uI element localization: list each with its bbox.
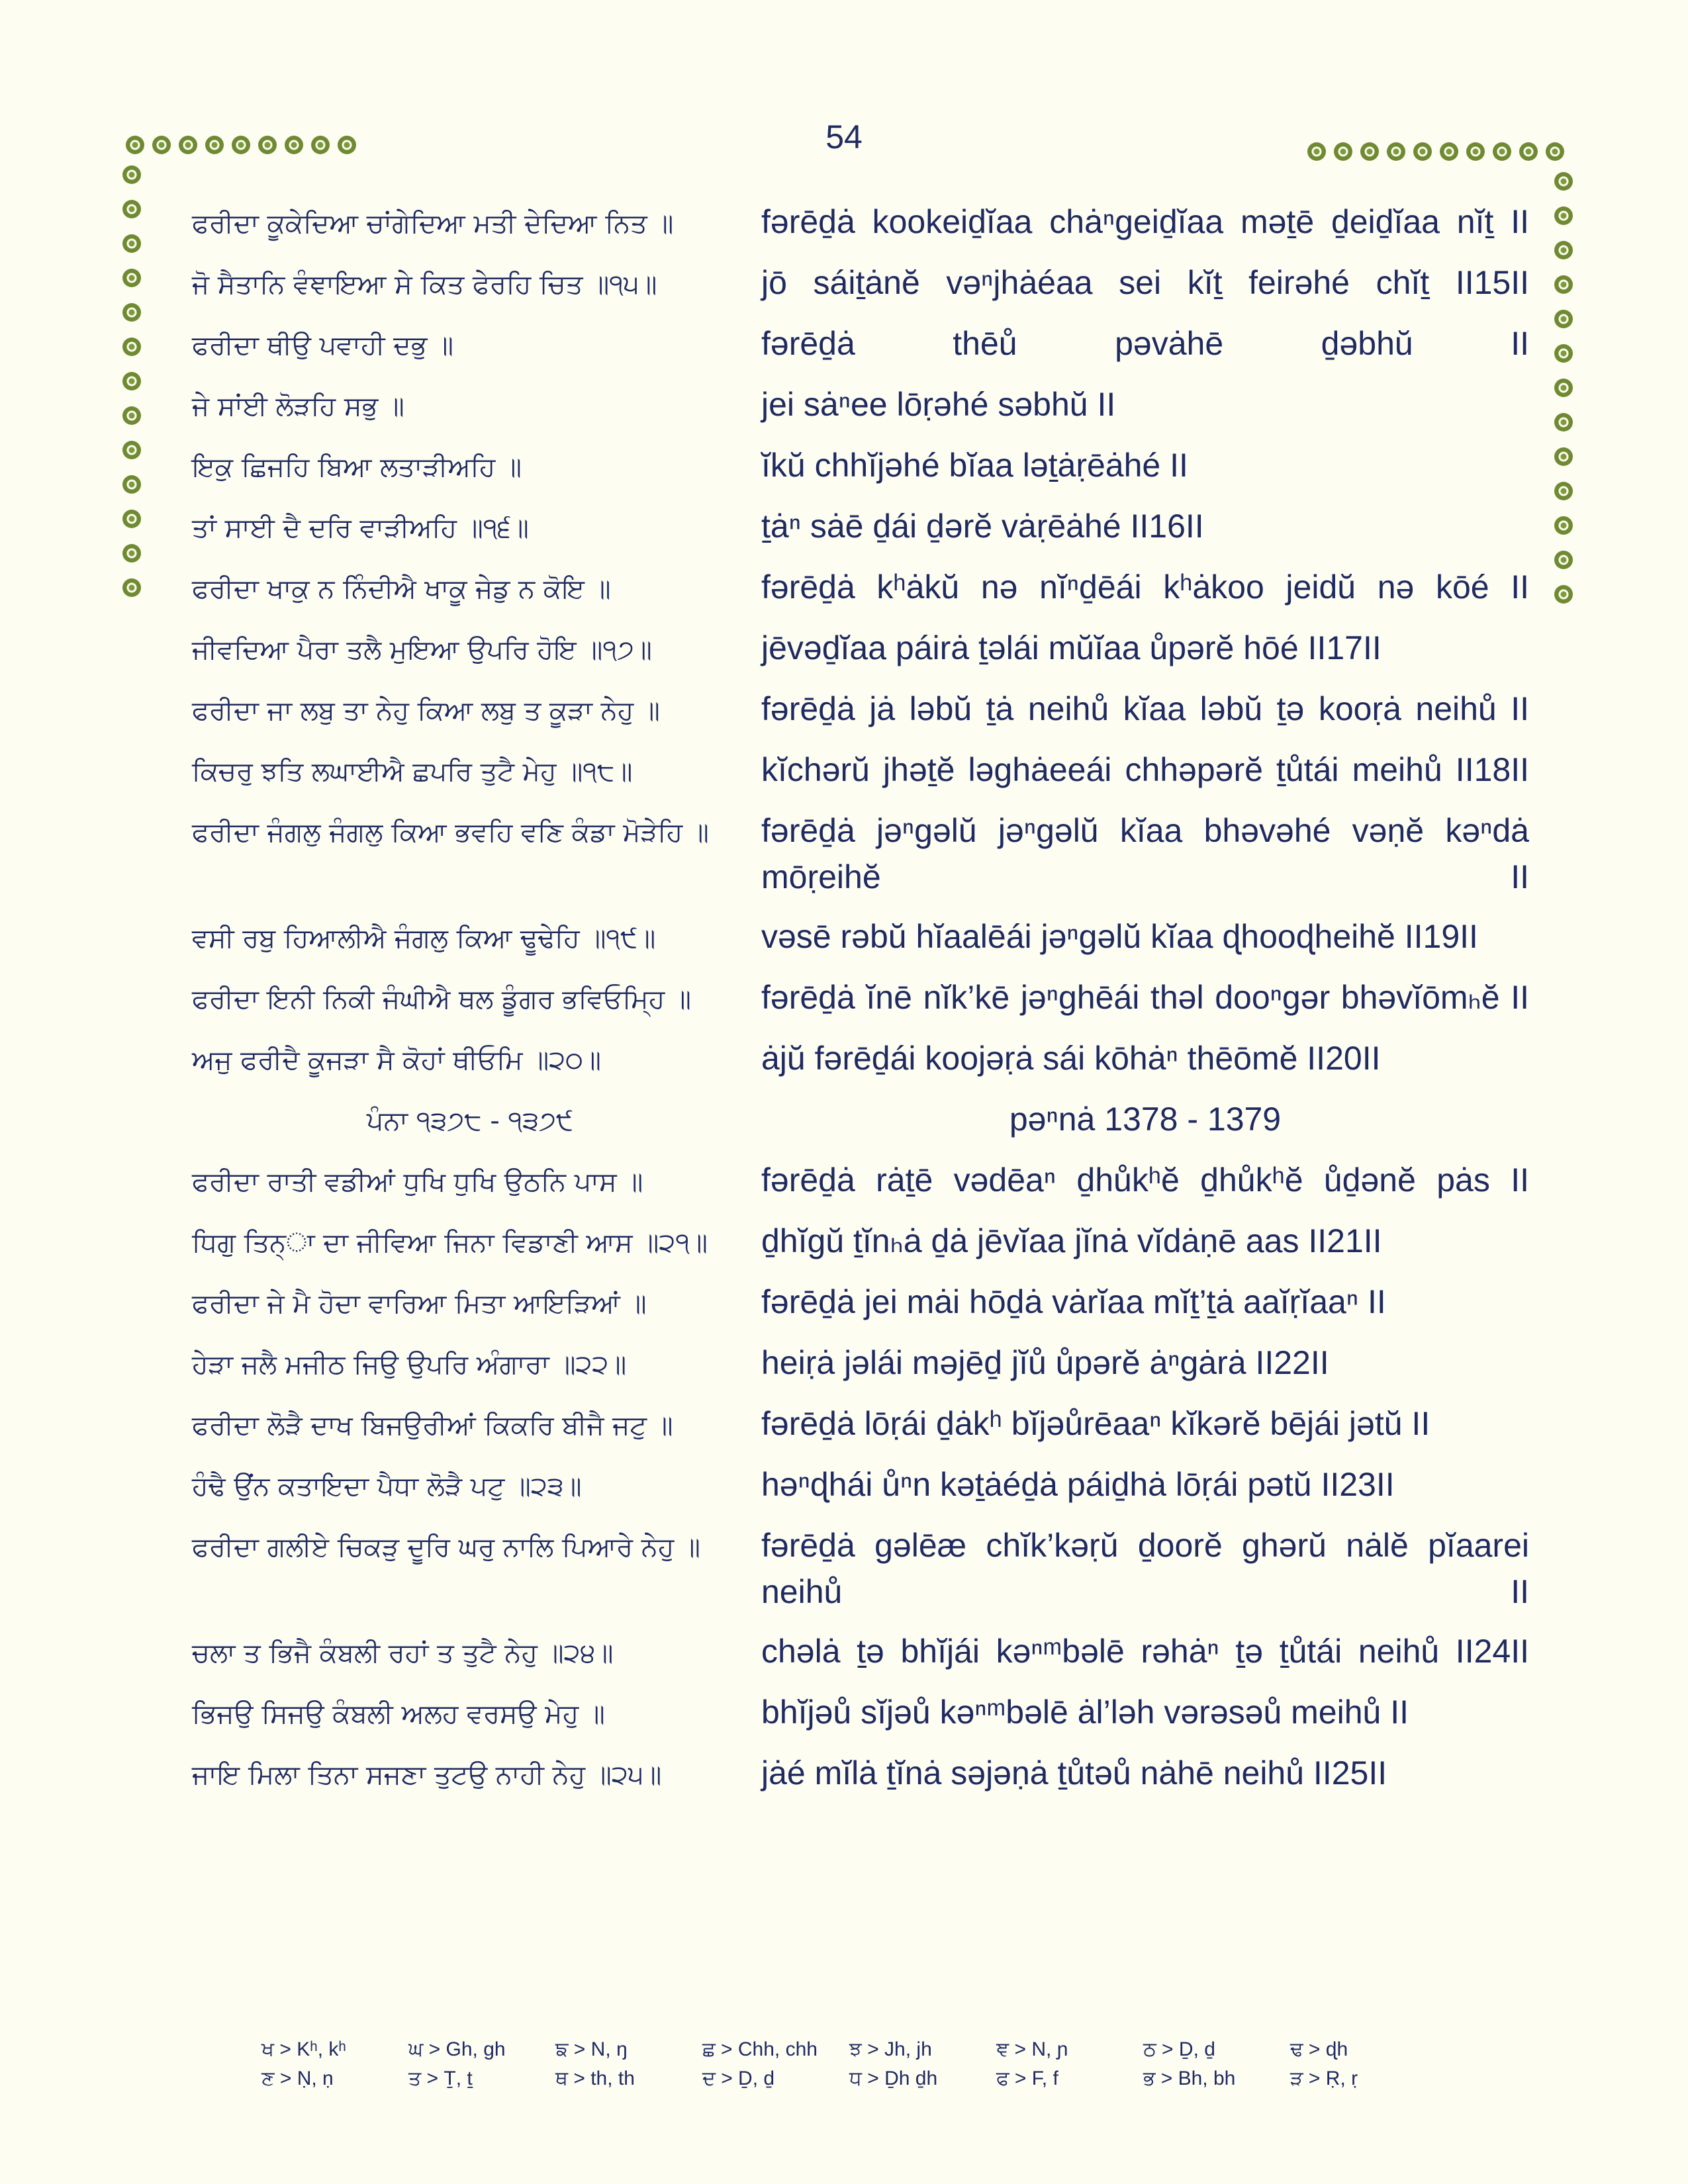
flower-icon xyxy=(1554,516,1573,535)
gurmukhi-line: ਭਿਜਉ ਸਿਜਉ ਕੰਬਲੀ ਅਲਹ ਵਰਸਉ ਮੇਹੁ ॥ xyxy=(192,1699,605,1729)
verse-row xyxy=(192,320,1529,368)
flower-icon xyxy=(1554,275,1573,294)
verse-row xyxy=(192,1689,1529,1737)
flower-icon xyxy=(1387,142,1405,161)
gurmukhi-line: ਜਾਇ ਮਿਲਾ ਤਿਨਾ ਸਜਣਾ ਤੁਟਉ ਨਾਹੀ ਨੇਹੁ ॥੨੫॥ xyxy=(192,1760,662,1790)
key-item: ਠ > Ḏ, ḏ xyxy=(1143,2038,1215,2060)
gurmukhi-line: ਚਲਾ ਤ ਭਿਜੈ ਕੰਬਲੀ ਰਹਾਂ ਤ ਤੁਟੈ ਨੇਹੁ ॥੨੪॥ xyxy=(192,1638,614,1668)
page-range-transliteration: pəⁿnȧ 1378 - 1379 xyxy=(1009,1101,1282,1138)
gurmukhi-line: ਧਿਗੁ ਤਿਨ੍ਾ ਦਾ ਜੀਵਿਆ ਜਿਨਾ ਵਿਡਾਣੀ ਆਸ ॥੨੧॥ xyxy=(192,1228,708,1258)
gurmukhi-line: ਤਾਂ ਸਾਈ ਦੈ ਦਰਿ ਵਾੜੀਅਹਿ ॥੧੬॥ xyxy=(192,513,529,543)
gurmukhi-line: ਅਜੁ ਫਰੀਦੈ ਕੂਜੜਾ ਸੈ ਕੋਹਾਂ ਥੀਓਮਿ ॥੨੦॥ xyxy=(192,1045,601,1075)
flower-icon xyxy=(1554,344,1573,363)
transliteration-line: jō sáiṯȧnĕ vəⁿjhȧéaa sei kĭṯ feirəhé chĭṯ II15II xyxy=(761,264,1529,301)
flower-icon xyxy=(1334,142,1352,161)
key-item: ਧ > Ḏh ḏh xyxy=(849,2068,938,2089)
transliteration-line: jēvəḏĭaa páirȧ ṯəlái mŭĭaa ůpərĕ hōé II17II xyxy=(761,629,1382,666)
flower-icon xyxy=(126,136,144,154)
transliteration-line: chəlȧ ṯə bhĭjái kəⁿᵐbəlē rəhȧⁿ ṯə ṯůtái neihů II24II xyxy=(761,1633,1529,1670)
verse-row xyxy=(192,913,1529,961)
key-item: ਢ > ɖh xyxy=(1290,2038,1348,2060)
verse-row xyxy=(192,564,1529,612)
page-range-row xyxy=(192,1096,1529,1144)
key-row xyxy=(261,2038,1453,2061)
gurmukhi-line: ਫਰੀਦਾ ਜਾ ਲਬੁ ਤਾ ਨੇਹੁ ਕਿਆ ਲਬੁ ਤ ਕੂੜਾ ਨੇਹੁ ॥ xyxy=(192,696,660,726)
verse-row xyxy=(192,1750,1529,1797)
verse-row xyxy=(192,199,1529,246)
verse-row xyxy=(192,625,1529,672)
flower-icon xyxy=(122,338,141,356)
flower-icon xyxy=(1413,142,1432,161)
flower-icon xyxy=(285,136,303,154)
flower-icon xyxy=(122,475,141,494)
gurmukhi-line: ਫਰੀਦਾ ਇਨੀ ਨਿਕੀ ਜੰਘੀਐ ਥਲ ਡੂੰਗਰ ਭਵਿਓਮ੍ਹਿ ॥ xyxy=(192,984,691,1015)
gurmukhi-line: ਹੰਢੈ ਉਂਨ ਕਤਾਇਦਾ ਪੈਧਾ ਲੋੜੈ ਪਟੁ ॥੨੩॥ xyxy=(192,1471,582,1502)
verse-row xyxy=(192,381,1529,429)
transliteration-line: fərēḏȧ kookeiḏĭaa chȧⁿgeiḏĭaa məṯē ḏeiḏĭaa nĭṯ II xyxy=(761,203,1529,240)
key-item: ਝ > Jh, jh xyxy=(849,2038,932,2060)
flower-icon xyxy=(1554,551,1573,569)
key-row xyxy=(261,2068,1453,2090)
gurmukhi-line: ਇਕੁ ਛਿਜਹਿ ਬਿਆ ਲਤਾੜੀਅਹਿ ॥ xyxy=(192,452,522,482)
gurmukhi-line: ਫਰੀਦਾ ਰਾਤੀ ਵਡੀਆਂ ਧੁਖਿ ਧੁਖਿ ਉਠਨਿ ਪਾਸ ॥ xyxy=(192,1167,643,1197)
verse-row xyxy=(192,1628,1529,1676)
key-item: ਤ > Ṯ, ṯ xyxy=(408,2068,473,2089)
flower-icon xyxy=(1466,142,1485,161)
flower-icon xyxy=(1307,142,1326,161)
page-number: 54 xyxy=(825,118,863,156)
flower-icon xyxy=(1554,310,1573,328)
flower-icon xyxy=(1440,142,1458,161)
flower-icon xyxy=(1554,241,1573,259)
flower-icon xyxy=(122,165,141,184)
gurmukhi-line: ਫਰੀਦਾ ਜੇ ਮੈ ਹੋਦਾ ਵਾਰਿਆ ਮਿਤਾ ਆਇੜਿਆਂ ॥ xyxy=(192,1289,647,1319)
transliteration-line: fərēḏȧ ĭnē nĭk’kē jəⁿghēái thəl dooⁿgər bhəvĭōmₕĕ II xyxy=(761,979,1529,1016)
transliteration-key xyxy=(261,2038,1453,2090)
flower-icon xyxy=(205,136,224,154)
gurmukhi-line: ਫਰੀਦਾ ਲੋੜੈ ਦਾਖ ਬਿਜਉਰੀਆਂ ਕਿਕਰਿ ਬੀਜੈ ਜਟੁ ॥ xyxy=(192,1410,673,1441)
transliteration-line: fərēḏȧ jȧ ləbŭ ṯȧ neihů kĭaa ləbŭ ṯə kooṛȧ neihů II xyxy=(761,690,1529,727)
flower-icon xyxy=(1554,172,1573,191)
flower-icon xyxy=(1554,413,1573,432)
flower-icon xyxy=(122,578,141,597)
flower-icon xyxy=(122,234,141,253)
flower-icon xyxy=(122,372,141,390)
verse-row xyxy=(192,1522,1529,1615)
gurmukhi-line: ਫਰੀਦਾ ਥੀਉ ਪਵਾਹੀ ਦਭੁ ॥ xyxy=(192,330,453,361)
verse-row xyxy=(192,259,1529,307)
gurmukhi-line: ਜੋ ਸੈਤਾਨਿ ਵੰਞਾਇਆ ਸੇ ਕਿਤ ਫੇਰਹਿ ਚਿਤ ॥੧੫॥ xyxy=(192,269,657,300)
transliteration-line: ĭkŭ chhĭjəhé bĭaa ləṯȧṛēȧhé II xyxy=(761,447,1188,484)
flower-icon xyxy=(1546,142,1564,161)
verse-row xyxy=(192,1035,1529,1083)
verse-row xyxy=(192,1279,1529,1326)
gurmukhi-line: ਵਸੀ ਰਬੁ ਹਿਆਲੀਐ ਜੰਗਲੁ ਕਿਆ ਢੂਢੇਹਿ ॥੧੯॥ xyxy=(192,923,656,954)
key-item: ੜ > Ṛ, ṛ xyxy=(1290,2068,1358,2089)
ornament-right xyxy=(1554,172,1573,604)
transliteration-line: həⁿɖhái ůⁿn kəṯȧéḏȧ páiḏhȧ lōṛái pətŭ II23II xyxy=(761,1466,1395,1503)
transliteration-line: kĭchərŭ jhəṯĕ ləghȧeeái chhəpərĕ ṯůtái meihů II18II xyxy=(761,751,1529,788)
transliteration-line: ḏhĭgŭ ṯĭnₕȧ ḏȧ jēvĭaa jĭnȧ vĭdȧṇē aas II21II xyxy=(761,1222,1382,1259)
flower-icon xyxy=(1493,142,1511,161)
key-item: ਭ > Bh, bh xyxy=(1143,2068,1236,2089)
transliteration-line: bhĭjəů sĭjəů kəⁿᵐbəlē ȧl’ləh vərəsəů meihů II xyxy=(761,1694,1409,1731)
verse-row xyxy=(192,747,1529,794)
transliteration-line: fərēḏȧ jəⁿgəlŭ jəⁿgəlŭ kĭaa bhəvəhé vəṇĕ kəⁿdȧ mōṛeihĕ II xyxy=(761,812,1529,895)
verse-row xyxy=(192,1340,1529,1387)
key-item: ਘ > Gh, gh xyxy=(408,2038,506,2060)
flower-icon xyxy=(1519,142,1538,161)
flower-icon xyxy=(179,136,197,154)
flower-icon xyxy=(122,510,141,528)
flower-icon xyxy=(232,136,250,154)
transliteration-line: vəsē rəbŭ hĭaalēái jəⁿgəlŭ kĭaa ɖhooɖheihĕ II19II xyxy=(761,918,1478,955)
flower-icon xyxy=(122,406,141,425)
flower-icon xyxy=(122,269,141,287)
gurmukhi-line: ਹੇੜਾ ਜਲੈ ਮਜੀਠ ਜਿਉ ਉਪਰਿ ਅੰਗਾਰਾ ॥੨੨॥ xyxy=(192,1349,627,1380)
key-item: ਞ > N, ɲ xyxy=(996,2038,1068,2060)
page-range-gurmukhi: ਪੰਨਾ ੧੩੭੮ - ੧੩੭੯ xyxy=(366,1106,574,1136)
flower-icon xyxy=(122,441,141,459)
flower-icon xyxy=(1554,585,1573,604)
transliteration-line: fərēḏȧ lōṛái ḏȧkʰ bĭjəůrēaaⁿ kĭkərĕ bējái jətŭ II xyxy=(761,1405,1430,1442)
transliteration-line: jȧé mĭlȧ ṯĭnȧ səjəṇȧ ṯůtəů nȧhē neihů II25II xyxy=(761,1754,1387,1792)
flower-icon xyxy=(122,303,141,322)
verse-row xyxy=(192,974,1529,1022)
key-item: ਛ > Chh, chh xyxy=(702,2038,818,2060)
verse-row xyxy=(192,503,1529,551)
transliteration-line: fərēḏȧ rȧṯē vədēaⁿ ḏhůkʰĕ ḏhůkʰĕ ůḏənĕ pȧs II xyxy=(761,1161,1529,1199)
flower-icon xyxy=(1554,206,1573,225)
transliteration-line: jei sȧⁿee lōṛəhé səbhŭ II xyxy=(761,386,1116,423)
key-item: ਫ > F, f xyxy=(996,2068,1058,2089)
key-item: ਥ > th, th xyxy=(555,2068,635,2089)
flower-icon xyxy=(1360,142,1379,161)
verse-row xyxy=(192,686,1529,733)
flower-icon xyxy=(1554,447,1573,466)
gurmukhi-line: ਜੇ ਸਾਂਈ ਲੋੜਹਿ ਸਭੁ ॥ xyxy=(192,391,404,422)
ornament-top-right xyxy=(1307,142,1564,161)
verse-row xyxy=(192,1157,1529,1205)
transliteration-line: ṯȧⁿ sȧē ḏái ḏərĕ vȧṛēȧhé II16II xyxy=(761,508,1204,545)
verse-row xyxy=(192,442,1529,490)
gurmukhi-line: ਫਰੀਦਾ ਖਾਕੁ ਨ ਨਿੰਦੀਐ ਖਾਕੂ ਜੇਡੁ ਨ ਕੋਇ ॥ xyxy=(192,574,611,604)
flower-icon xyxy=(152,136,171,154)
ornament-left xyxy=(122,165,141,597)
gurmukhi-line: ਫਰੀਦਾ ਗਲੀਏ ਚਿਕੜੁ ਦੂਰਿ ਘਰੁ ਨਾਲਿ ਪਿਆਰੇ ਨੇਹੁ ॥ xyxy=(192,1532,700,1563)
key-item: ਣ > Ṇ, ṇ xyxy=(261,2068,334,2089)
verse-table xyxy=(192,199,1529,1797)
key-item: ਦ > Ḏ, ḏ xyxy=(702,2068,775,2089)
verse-row xyxy=(192,807,1529,900)
transliteration-line: heiṛȧ jəlái məjēḏ jĭů ůpərĕ ȧⁿgȧrȧ II22II xyxy=(761,1344,1329,1381)
verse-row xyxy=(192,1218,1529,1265)
verse-row xyxy=(192,1400,1529,1448)
transliteration-line: fərēḏȧ gəlēæ chĭk’kəṛŭ ḏoorĕ ghərŭ nȧlĕ pĭaarei neihů II xyxy=(761,1527,1529,1610)
transliteration-line: fərēḏȧ kʰȧkŭ nə nĭⁿḏēái kʰȧkoo jeidŭ nə kōé II xyxy=(761,569,1529,606)
transliteration-line: fərēḏȧ thēů pəvȧhē ḏəbhŭ II xyxy=(761,325,1529,362)
gurmukhi-line: ਜੀਵਦਿਆ ਪੈਰਾ ਤਲੈ ਮੁਇਆ ਉਪਰਿ ਹੋਇ ॥੧੭॥ xyxy=(192,635,652,665)
flower-icon xyxy=(122,544,141,563)
transliteration-line: ȧjŭ fərēḏái koojəṛȧ sái kōhȧⁿ thēōmĕ II20II xyxy=(761,1040,1381,1077)
flower-icon xyxy=(122,200,141,218)
key-item: ਖ > Kʰ, kʰ xyxy=(261,2038,346,2060)
gurmukhi-line: ਫਰੀਦਾ ਜੰਗਲੁ ਜੰਗਲੁ ਕਿਆ ਭਵਹਿ ਵਣਿ ਕੰਡਾ ਮੋੜੇਹਿ ॥ xyxy=(192,817,709,848)
flower-icon xyxy=(258,136,277,154)
verse-row xyxy=(192,1461,1529,1509)
ornament-top-left xyxy=(126,136,356,154)
flower-icon xyxy=(1554,379,1573,397)
key-item: ਙ > N, ŋ xyxy=(555,2038,628,2060)
transliteration-line: fərēḏȧ jei mȧi hōḏȧ vȧrĭaa mĭṯ’ṯȧ aaĭṛĭaaⁿ II xyxy=(761,1283,1386,1320)
flower-icon xyxy=(311,136,330,154)
flower-icon xyxy=(1554,482,1573,500)
flower-icon xyxy=(338,136,356,154)
gurmukhi-line: ਕਿਚਰੁ ਝਤਿ ਲਘਾਈਐ ਛਪਰਿ ਤੁਟੈ ਮੇਹੁ ॥੧੮॥ xyxy=(192,756,633,787)
gurmukhi-line: ਫਰੀਦਾ ਕੂਕੇਦਿਆ ਚਾਂਗੇਦਿਆ ਮਤੀ ਦੇਦਿਆ ਨਿਤ ॥ xyxy=(192,208,674,239)
